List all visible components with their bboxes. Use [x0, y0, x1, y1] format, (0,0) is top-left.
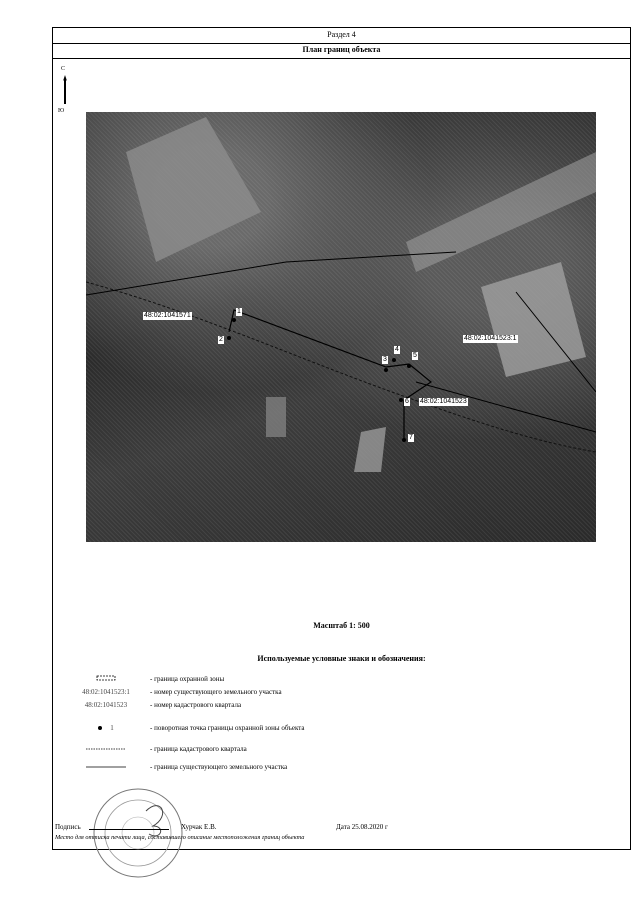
legend-text: - граница кадастрового квартала: [150, 745, 247, 753]
compass-north-label: С: [61, 66, 66, 72]
parcel-boundary: [416, 382, 596, 432]
parcel-boundary-symbol: [61, 763, 151, 771]
building-shape: [266, 397, 286, 437]
parcel-number-label: 48:02:1041571: [144, 312, 191, 319]
turning-point: [402, 438, 406, 442]
point-label: 1: [237, 308, 241, 315]
point-label: 2: [219, 336, 223, 343]
turning-point: [384, 368, 388, 372]
legend-symbol-text: 48:02:1041523: [84, 701, 128, 709]
point-label: 4: [395, 346, 399, 353]
building-shape: [126, 117, 261, 262]
legend-text: - поворотная точка границы охранной зоны объекта: [150, 724, 305, 732]
legend-text: - граница существующего земельного участка: [150, 763, 288, 771]
point-label: 6: [405, 398, 409, 405]
protection-zone-line: [229, 310, 431, 440]
turning-point: [227, 336, 231, 340]
legend-symbol-text: 1: [110, 724, 114, 732]
compass: [58, 66, 72, 114]
legend-title: Используемые условные знаки и обозначения:: [257, 654, 426, 663]
turning-point: [392, 358, 396, 362]
legend-text: - граница охранной зоны: [150, 675, 225, 683]
document-sheet: [52, 27, 631, 850]
legend-text: - номер существующего земельного участка: [150, 688, 282, 696]
signer-name: Хурчак Е.В.: [181, 823, 217, 831]
aerial-map: [86, 112, 596, 542]
point-label: 3: [383, 356, 387, 363]
map-overlay: [86, 112, 596, 542]
scale-label: Масштаб 1: 500: [313, 621, 370, 630]
signature-label: Подпись: [55, 823, 81, 831]
point-label: 5: [413, 352, 417, 359]
point-label: 7: [409, 434, 413, 441]
parcel-boundary: [86, 252, 456, 295]
protection-zone-symbol: [61, 675, 151, 683]
turning-point-symbol: [61, 724, 151, 732]
signature-date: Дата 25.08.2020 г: [336, 823, 388, 831]
legend-text: - номер кадастрового квартала: [150, 701, 242, 709]
turning-point: [232, 318, 236, 322]
building-shape: [354, 427, 386, 472]
quarter-boundary-symbol: [61, 745, 151, 753]
quarter-number-label: 48:02:1041523: [420, 398, 467, 405]
page-title: План границ объекта: [53, 43, 630, 59]
compass-south-label: Ю: [58, 108, 65, 114]
stamp-note: Место для оттиска печати лица, составившего описание местоположения границ объекта: [55, 834, 305, 841]
section-header: Раздел 4: [53, 28, 630, 44]
legend-symbol-text: 48:02:1041523:1: [82, 688, 130, 696]
turning-point: [407, 364, 411, 368]
signature-rule: [89, 829, 169, 830]
turning-points: [227, 318, 411, 442]
road-shape: [406, 152, 596, 272]
parcel-number-label: 48:02:1041523:1: [464, 335, 517, 342]
north-arrow-icon: [58, 66, 72, 114]
turning-point: [399, 398, 403, 402]
